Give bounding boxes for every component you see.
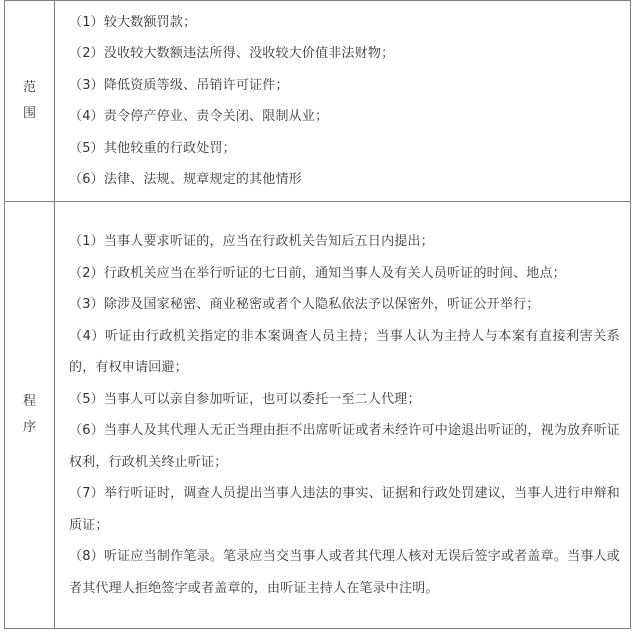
table-row-procedure [5, 202, 631, 629]
list-item: （2）行政机关应当在举行听证的七日前，通知当事人及有关人员听证的时间、地点； [69, 265, 566, 281]
row-label-char: 范 [22, 80, 36, 95]
row-label-scope [5, 1, 55, 202]
list-item: （6）当事人及其代理人无正当理由拒不出席听证或者未经许可中途退出听证的，视为放弃听证权利，行政机关终止听证； [69, 423, 620, 470]
list-item: （6）法律、法规、规章规定的其他情形 [69, 172, 302, 187]
row-label-char: 程 [22, 394, 36, 409]
row-label-char: 序 [22, 420, 36, 435]
row-label-char: 围 [22, 106, 36, 121]
list-item: （3）降低资质等级、吊销许可证件； [69, 77, 289, 93]
list-item: （1）当事人要求听证的，应当在行政机关告知后五日内提出； [69, 234, 434, 249]
list-item: （5）当事人可以亲自参加听证，也可以委托一至二人代理； [69, 391, 421, 407]
row-label-procedure [5, 202, 55, 629]
row-content-procedure [55, 202, 631, 629]
list-item: （8）听证应当制作笔录。笔录应当交当事人或者其代理人核对无误后签字或者盖章。当事人或者其代理人拒绝签字或者盖章的，由听证主持人在笔录中注明。 [69, 549, 620, 596]
hearing-rules-table [4, 0, 631, 629]
list-item: （5）其他较重的行政处罚； [69, 140, 236, 156]
list-item: （4）听证由行政机关指定的非本案调查人员主持；当事人认为主持人与本案有直接利害关系的，有权申请回避； [69, 328, 620, 375]
list-item: （4）责令停产停业、责令关闭、限制从业； [69, 109, 329, 124]
table-row-scope [5, 1, 631, 202]
list-item: （2）没收较大数额违法所得、没收较大价值非法财物； [69, 46, 395, 61]
row-content-scope [55, 1, 631, 202]
list-item: （3）除涉及国家秘密、商业秘密或者个人隐私依法予以保密外，听证公开举行； [69, 297, 540, 312]
list-item: （1）较大数额罚款； [69, 14, 197, 30]
list-item: （7）举行听证时，调查人员提出当事人违法的事实、证据和行政处罚建议，当事人进行申辩和质证； [69, 486, 620, 533]
